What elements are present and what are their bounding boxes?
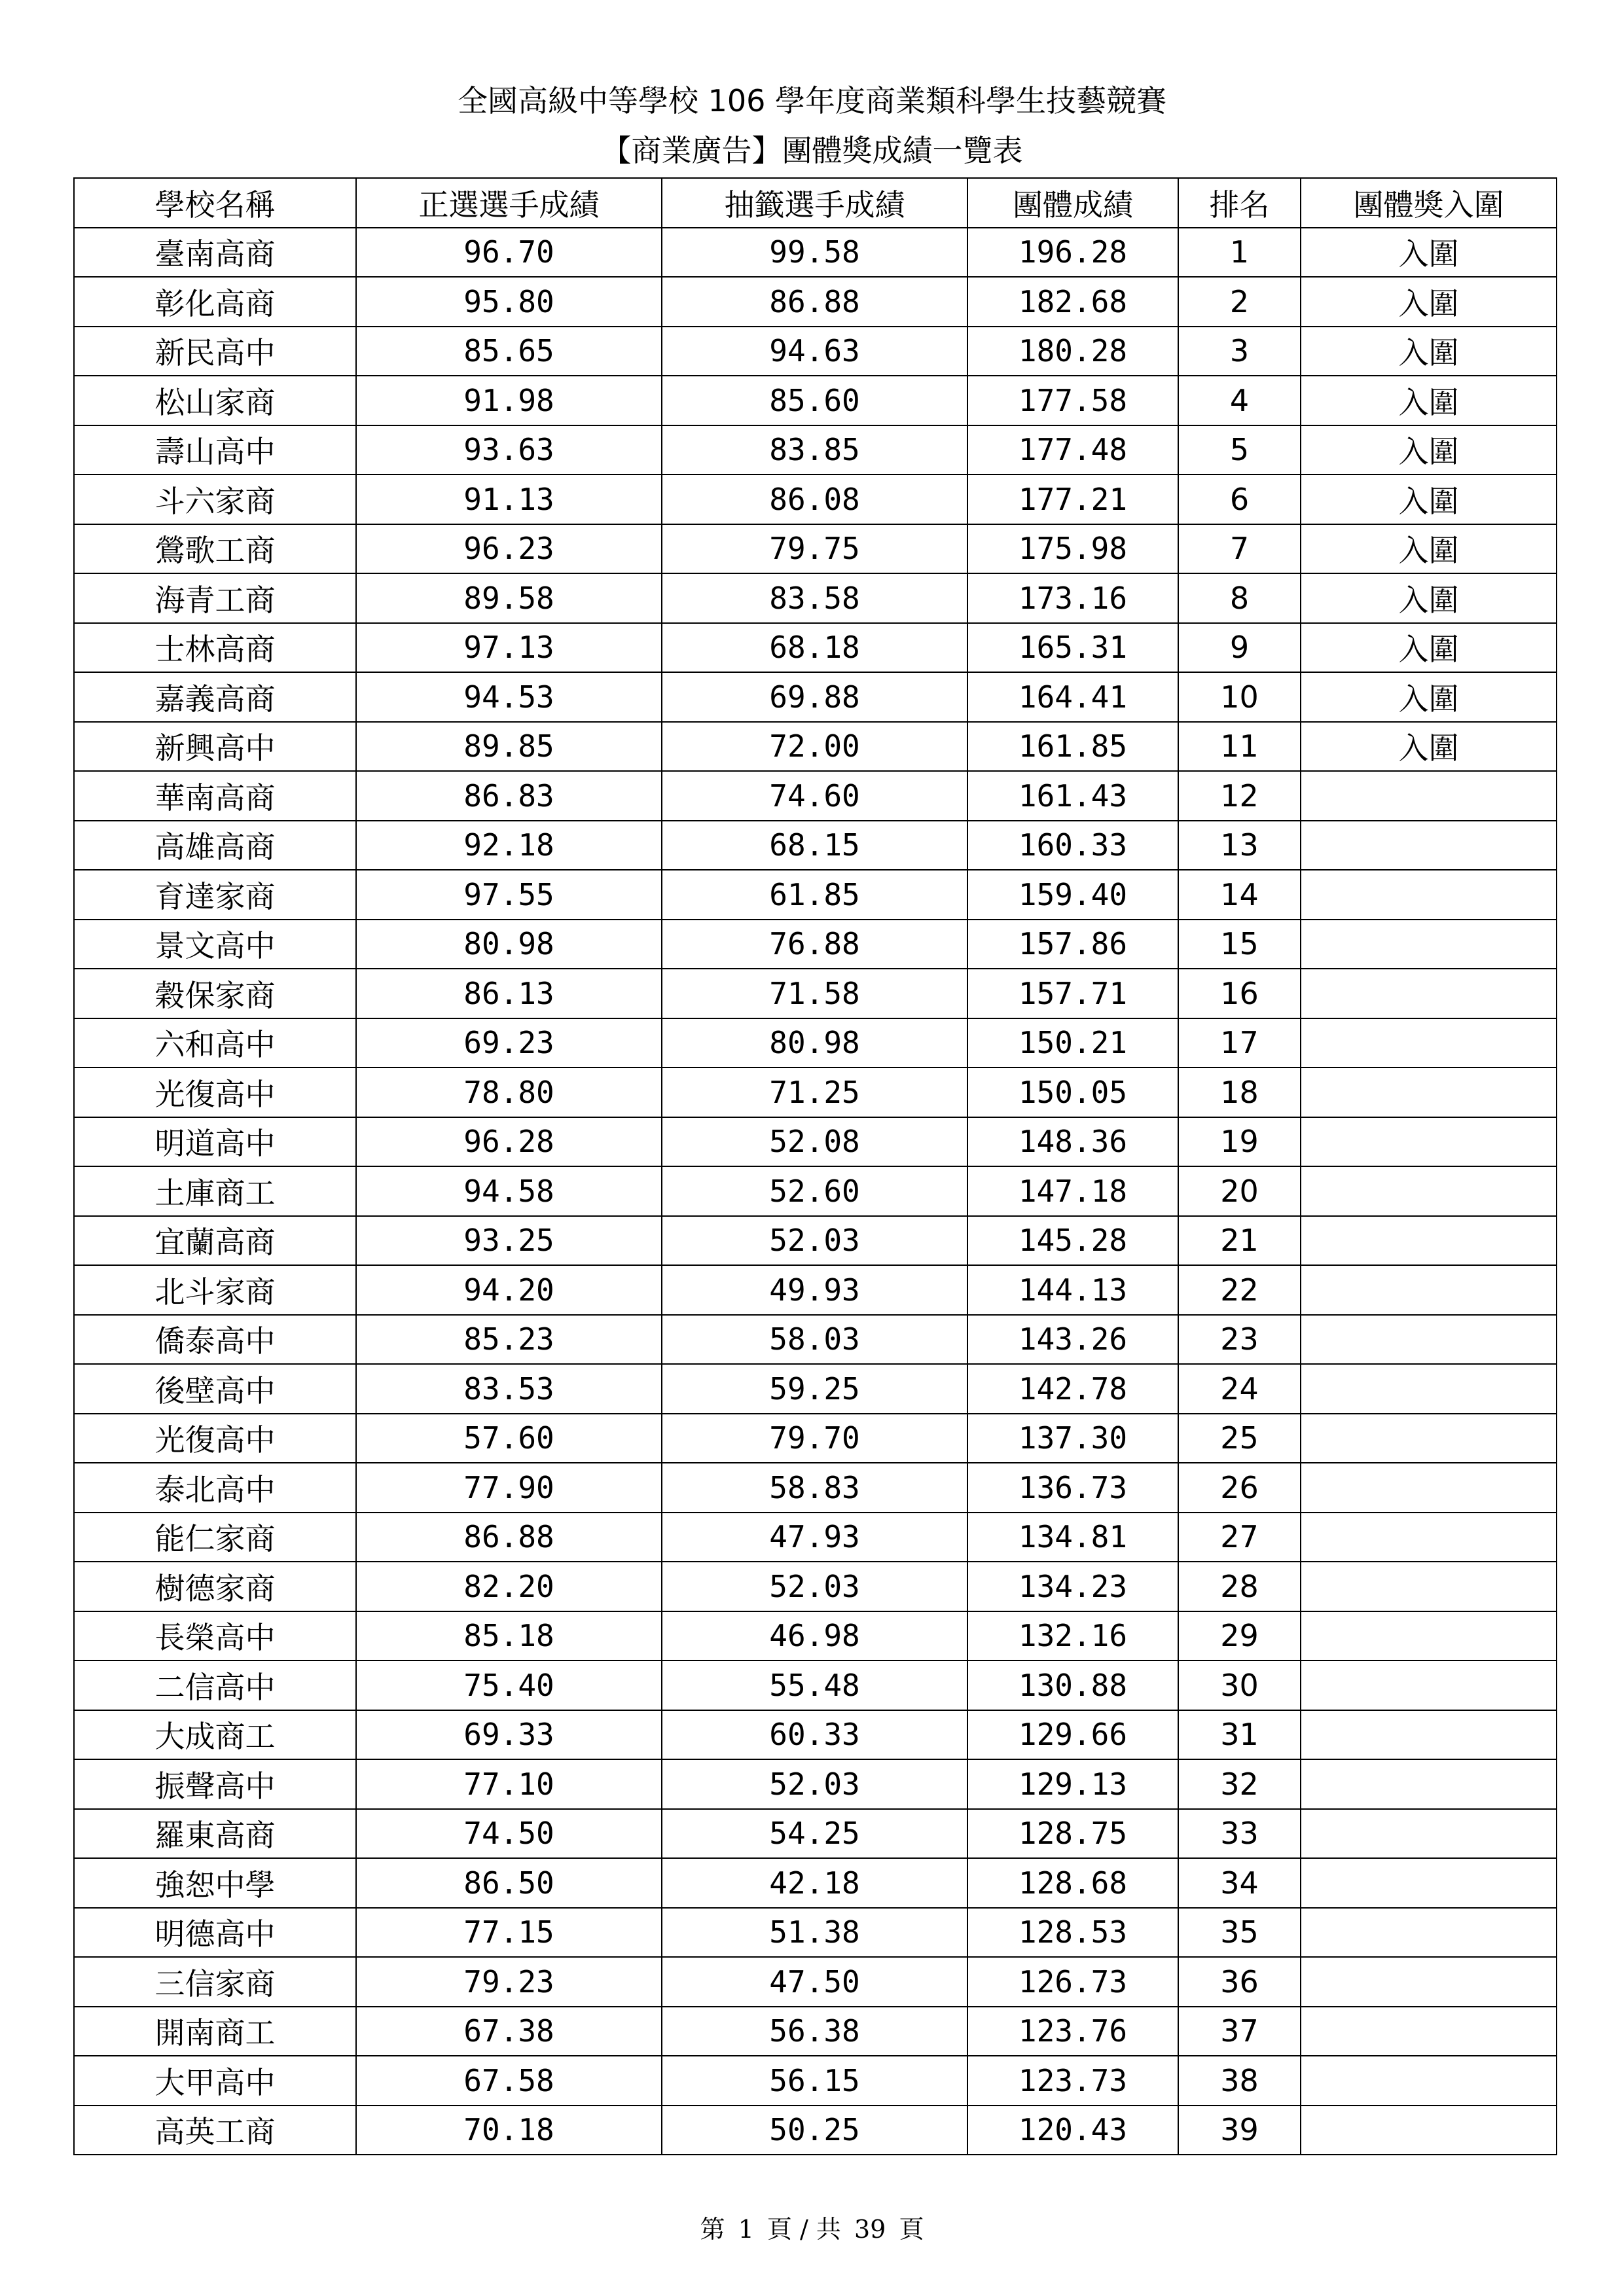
school-name-cell: 樹德家商 bbox=[74, 1562, 356, 1611]
main-player-score-cell: 86.83 bbox=[356, 771, 662, 821]
col-main-player-score: 正選選手成績 bbox=[356, 178, 662, 228]
main-player-score-cell: 79.23 bbox=[356, 1957, 662, 2007]
main-player-score-cell: 77.10 bbox=[356, 1759, 662, 1809]
table-row bbox=[74, 1166, 1557, 1216]
rank-cell: 15 bbox=[1178, 920, 1301, 969]
drawn-player-score-cell: 76.88 bbox=[662, 920, 967, 969]
table-row bbox=[74, 1957, 1557, 2007]
table-row bbox=[74, 1364, 1557, 1414]
school-name-cell: 華南高商 bbox=[74, 771, 356, 821]
team-score-cell: 177.58 bbox=[967, 376, 1178, 425]
rank-cell: 17 bbox=[1178, 1018, 1301, 1068]
shortlisted-cell bbox=[1301, 1364, 1557, 1414]
rank-cell: 26 bbox=[1178, 1463, 1301, 1513]
team-score-cell: 150.05 bbox=[967, 1067, 1178, 1117]
drawn-player-score-cell: 52.03 bbox=[662, 1562, 967, 1611]
shortlisted-cell: 入圍 bbox=[1301, 722, 1557, 772]
main-player-score-cell: 92.18 bbox=[356, 821, 662, 870]
main-player-score-cell: 67.58 bbox=[356, 2056, 662, 2106]
main-player-score-cell: 67.38 bbox=[356, 2007, 662, 2056]
main-player-score-cell: 82.20 bbox=[356, 1562, 662, 1611]
drawn-player-score-cell: 71.25 bbox=[662, 1067, 967, 1117]
table-row bbox=[74, 1216, 1557, 1266]
drawn-player-score-cell: 68.15 bbox=[662, 821, 967, 870]
shortlisted-cell bbox=[1301, 1463, 1557, 1513]
table-row bbox=[74, 2106, 1557, 2155]
rank-cell: 8 bbox=[1178, 573, 1301, 623]
shortlisted-cell: 入圍 bbox=[1301, 573, 1557, 623]
rank-cell: 31 bbox=[1178, 1710, 1301, 1760]
table-row bbox=[74, 1463, 1557, 1513]
table-row bbox=[74, 376, 1557, 425]
rank-cell: 6 bbox=[1178, 475, 1301, 524]
rank-cell: 28 bbox=[1178, 1562, 1301, 1611]
drawn-player-score-cell: 74.60 bbox=[662, 771, 967, 821]
rank-cell: 9 bbox=[1178, 623, 1301, 673]
drawn-player-score-cell: 58.03 bbox=[662, 1315, 967, 1365]
school-name-cell: 新民高中 bbox=[74, 327, 356, 376]
shortlisted-cell bbox=[1301, 2056, 1557, 2106]
rank-cell: 27 bbox=[1178, 1513, 1301, 1562]
table-header-row bbox=[74, 178, 1557, 228]
main-player-score-cell: 78.80 bbox=[356, 1067, 662, 1117]
school-name-cell: 開南商工 bbox=[74, 2007, 356, 2056]
main-player-score-cell: 57.60 bbox=[356, 1414, 662, 1463]
shortlisted-cell bbox=[1301, 2007, 1557, 2056]
main-player-score-cell: 83.53 bbox=[356, 1364, 662, 1414]
shortlisted-cell bbox=[1301, 1117, 1557, 1167]
drawn-player-score-cell: 52.08 bbox=[662, 1117, 967, 1167]
main-player-score-cell: 89.58 bbox=[356, 573, 662, 623]
team-score-cell: 142.78 bbox=[967, 1364, 1178, 1414]
shortlisted-cell bbox=[1301, 1710, 1557, 1760]
drawn-player-score-cell: 47.93 bbox=[662, 1513, 967, 1562]
drawn-player-score-cell: 56.15 bbox=[662, 2056, 967, 2106]
school-name-cell: 土庫商工 bbox=[74, 1166, 356, 1216]
shortlisted-cell: 入圍 bbox=[1301, 228, 1557, 278]
drawn-player-score-cell: 56.38 bbox=[662, 2007, 967, 2056]
drawn-player-score-cell: 52.03 bbox=[662, 1216, 967, 1266]
rank-cell: 14 bbox=[1178, 870, 1301, 920]
team-score-cell: 157.86 bbox=[967, 920, 1178, 969]
rank-cell: 13 bbox=[1178, 821, 1301, 870]
rank-cell: 16 bbox=[1178, 969, 1301, 1018]
rank-cell: 22 bbox=[1178, 1265, 1301, 1315]
rank-cell: 19 bbox=[1178, 1117, 1301, 1167]
drawn-player-score-cell: 58.83 bbox=[662, 1463, 967, 1513]
shortlisted-cell bbox=[1301, 870, 1557, 920]
col-rank: 排名 bbox=[1178, 178, 1301, 228]
team-score-cell: 159.40 bbox=[967, 870, 1178, 920]
school-name-cell: 強恕中學 bbox=[74, 1858, 356, 1908]
table-row bbox=[74, 327, 1557, 376]
school-name-cell: 大甲高中 bbox=[74, 2056, 356, 2106]
rank-cell: 7 bbox=[1178, 524, 1301, 574]
drawn-player-score-cell: 59.25 bbox=[662, 1364, 967, 1414]
table-row bbox=[74, 1660, 1557, 1710]
table-row bbox=[74, 1513, 1557, 1562]
col-school-name: 學校名稱 bbox=[74, 178, 356, 228]
school-name-cell: 景文高中 bbox=[74, 920, 356, 969]
main-player-score-cell: 69.23 bbox=[356, 1018, 662, 1068]
team-score-cell: 130.88 bbox=[967, 1660, 1178, 1710]
rank-cell: 25 bbox=[1178, 1414, 1301, 1463]
team-score-cell: 177.48 bbox=[967, 425, 1178, 475]
team-score-cell: 129.13 bbox=[967, 1759, 1178, 1809]
team-score-cell: 177.21 bbox=[967, 475, 1178, 524]
table-row bbox=[74, 228, 1557, 278]
rank-cell: 36 bbox=[1178, 1957, 1301, 2007]
main-player-score-cell: 95.80 bbox=[356, 277, 662, 327]
table-row bbox=[74, 722, 1557, 772]
team-score-cell: 180.28 bbox=[967, 327, 1178, 376]
main-player-score-cell: 85.23 bbox=[356, 1315, 662, 1365]
team-score-cell: 196.28 bbox=[967, 228, 1178, 278]
team-score-cell: 161.43 bbox=[967, 771, 1178, 821]
rank-cell: 32 bbox=[1178, 1759, 1301, 1809]
table-row bbox=[74, 1858, 1557, 1908]
team-score-cell: 160.33 bbox=[967, 821, 1178, 870]
team-score-cell: 157.71 bbox=[967, 969, 1178, 1018]
rank-cell: 5 bbox=[1178, 425, 1301, 475]
rank-cell: 2 bbox=[1178, 277, 1301, 327]
rank-cell: 34 bbox=[1178, 1858, 1301, 1908]
rank-cell: 30 bbox=[1178, 1660, 1301, 1710]
main-player-score-cell: 94.20 bbox=[356, 1265, 662, 1315]
team-score-cell: 182.68 bbox=[967, 277, 1178, 327]
school-name-cell: 高雄高商 bbox=[74, 821, 356, 870]
team-score-cell: 164.41 bbox=[967, 672, 1178, 722]
rank-cell: 1 bbox=[1178, 228, 1301, 278]
drawn-player-score-cell: 55.48 bbox=[662, 1660, 967, 1710]
rank-cell: 37 bbox=[1178, 2007, 1301, 2056]
main-player-score-cell: 85.18 bbox=[356, 1611, 662, 1661]
rank-cell: 24 bbox=[1178, 1364, 1301, 1414]
main-player-score-cell: 86.88 bbox=[356, 1513, 662, 1562]
shortlisted-cell bbox=[1301, 1809, 1557, 1859]
table-row bbox=[74, 475, 1557, 524]
drawn-player-score-cell: 69.88 bbox=[662, 672, 967, 722]
rank-cell: 10 bbox=[1178, 672, 1301, 722]
table-row bbox=[74, 920, 1557, 969]
team-score-cell: 173.16 bbox=[967, 573, 1178, 623]
main-player-score-cell: 93.25 bbox=[356, 1216, 662, 1266]
table-row bbox=[74, 672, 1557, 722]
drawn-player-score-cell: 60.33 bbox=[662, 1710, 967, 1760]
table-row bbox=[74, 623, 1557, 673]
rank-cell: 35 bbox=[1178, 1908, 1301, 1958]
drawn-player-score-cell: 42.18 bbox=[662, 1858, 967, 1908]
team-score-cell: 147.18 bbox=[967, 1166, 1178, 1216]
rank-cell: 29 bbox=[1178, 1611, 1301, 1661]
table-row bbox=[74, 2007, 1557, 2056]
team-score-cell: 145.28 bbox=[967, 1216, 1178, 1266]
table-row bbox=[74, 1315, 1557, 1365]
school-name-cell: 明德高中 bbox=[74, 1908, 356, 1958]
table-row bbox=[74, 1562, 1557, 1611]
drawn-player-score-cell: 51.38 bbox=[662, 1908, 967, 1958]
table-row bbox=[74, 425, 1557, 475]
drawn-player-score-cell: 94.63 bbox=[662, 327, 967, 376]
shortlisted-cell bbox=[1301, 1315, 1557, 1365]
school-name-cell: 泰北高中 bbox=[74, 1463, 356, 1513]
score-table bbox=[73, 177, 1557, 2155]
rank-cell: 21 bbox=[1178, 1216, 1301, 1266]
main-player-score-cell: 89.85 bbox=[356, 722, 662, 772]
table-row bbox=[74, 524, 1557, 574]
school-name-cell: 育達家商 bbox=[74, 870, 356, 920]
table-row bbox=[74, 573, 1557, 623]
school-name-cell: 北斗家商 bbox=[74, 1265, 356, 1315]
rank-cell: 39 bbox=[1178, 2106, 1301, 2155]
main-player-score-cell: 77.15 bbox=[356, 1908, 662, 1958]
table-row bbox=[74, 1759, 1557, 1809]
main-player-score-cell: 77.90 bbox=[356, 1463, 662, 1513]
school-name-cell: 彰化高商 bbox=[74, 277, 356, 327]
team-score-cell: 128.68 bbox=[967, 1858, 1178, 1908]
rank-cell: 3 bbox=[1178, 327, 1301, 376]
shortlisted-cell bbox=[1301, 2106, 1557, 2155]
team-score-cell: 120.43 bbox=[967, 2106, 1178, 2155]
table-row bbox=[74, 1117, 1557, 1167]
main-player-score-cell: 85.65 bbox=[356, 327, 662, 376]
team-score-cell: 148.36 bbox=[967, 1117, 1178, 1167]
rank-cell: 4 bbox=[1178, 376, 1301, 425]
table-row bbox=[74, 771, 1557, 821]
shortlisted-cell bbox=[1301, 1166, 1557, 1216]
main-player-score-cell: 94.53 bbox=[356, 672, 662, 722]
main-player-score-cell: 86.13 bbox=[356, 969, 662, 1018]
main-player-score-cell: 94.58 bbox=[356, 1166, 662, 1216]
school-name-cell: 後壁高中 bbox=[74, 1364, 356, 1414]
table-row bbox=[74, 1067, 1557, 1117]
main-player-score-cell: 70.18 bbox=[356, 2106, 662, 2155]
shortlisted-cell: 入圍 bbox=[1301, 425, 1557, 475]
school-name-cell: 僑泰高中 bbox=[74, 1315, 356, 1365]
drawn-player-score-cell: 86.08 bbox=[662, 475, 967, 524]
main-player-score-cell: 93.63 bbox=[356, 425, 662, 475]
shortlisted-cell bbox=[1301, 1562, 1557, 1611]
main-player-score-cell: 96.23 bbox=[356, 524, 662, 574]
team-score-cell: 161.85 bbox=[967, 722, 1178, 772]
drawn-player-score-cell: 50.25 bbox=[662, 2106, 967, 2155]
shortlisted-cell bbox=[1301, 1414, 1557, 1463]
team-score-cell: 132.16 bbox=[967, 1611, 1178, 1661]
shortlisted-cell: 入圍 bbox=[1301, 327, 1557, 376]
drawn-player-score-cell: 85.60 bbox=[662, 376, 967, 425]
table-row bbox=[74, 870, 1557, 920]
school-name-cell: 嘉義高商 bbox=[74, 672, 356, 722]
col-drawn-player-score: 抽籤選手成績 bbox=[662, 178, 967, 228]
drawn-player-score-cell: 52.60 bbox=[662, 1166, 967, 1216]
team-score-cell: 175.98 bbox=[967, 524, 1178, 574]
drawn-player-score-cell: 72.00 bbox=[662, 722, 967, 772]
rank-cell: 23 bbox=[1178, 1315, 1301, 1365]
shortlisted-cell: 入圍 bbox=[1301, 376, 1557, 425]
col-team-score: 團體成績 bbox=[967, 178, 1178, 228]
drawn-player-score-cell: 68.18 bbox=[662, 623, 967, 673]
rank-cell: 18 bbox=[1178, 1067, 1301, 1117]
rank-cell: 38 bbox=[1178, 2056, 1301, 2106]
rank-cell: 11 bbox=[1178, 722, 1301, 772]
team-score-cell: 129.66 bbox=[967, 1710, 1178, 1760]
document-subtitle: 【商業廣告】團體獎成績一覽表 bbox=[601, 133, 1023, 168]
table-row bbox=[74, 1809, 1557, 1859]
drawn-player-score-cell: 99.58 bbox=[662, 228, 967, 278]
table-row bbox=[74, 277, 1557, 327]
team-score-cell: 150.21 bbox=[967, 1018, 1178, 1068]
drawn-player-score-cell: 54.25 bbox=[662, 1809, 967, 1859]
shortlisted-cell bbox=[1301, 969, 1557, 1018]
footer-prefix: 第 bbox=[700, 2215, 725, 2244]
shortlisted-cell bbox=[1301, 1067, 1557, 1117]
table-row bbox=[74, 1018, 1557, 1068]
shortlisted-cell bbox=[1301, 1908, 1557, 1958]
shortlisted-cell bbox=[1301, 1759, 1557, 1809]
rank-cell: 20 bbox=[1178, 1166, 1301, 1216]
school-name-cell: 穀保家商 bbox=[74, 969, 356, 1018]
school-name-cell: 新興高中 bbox=[74, 722, 356, 772]
team-score-cell: 123.73 bbox=[967, 2056, 1178, 2106]
team-score-cell: 134.81 bbox=[967, 1513, 1178, 1562]
rank-cell: 12 bbox=[1178, 771, 1301, 821]
school-name-cell: 三信家商 bbox=[74, 1957, 356, 2007]
main-player-score-cell: 97.13 bbox=[356, 623, 662, 673]
col-shortlisted: 團體獎入圍 bbox=[1301, 178, 1557, 228]
shortlisted-cell: 入圍 bbox=[1301, 277, 1557, 327]
shortlisted-cell bbox=[1301, 1216, 1557, 1266]
team-score-cell: 144.13 bbox=[967, 1265, 1178, 1315]
rank-cell: 33 bbox=[1178, 1809, 1301, 1859]
drawn-player-score-cell: 79.70 bbox=[662, 1414, 967, 1463]
shortlisted-cell: 入圍 bbox=[1301, 672, 1557, 722]
team-score-cell: 128.53 bbox=[967, 1908, 1178, 1958]
footer-page-number: 1 bbox=[738, 2215, 754, 2244]
school-name-cell: 鶯歌工商 bbox=[74, 524, 356, 574]
main-player-score-cell: 97.55 bbox=[356, 870, 662, 920]
drawn-player-score-cell: 61.85 bbox=[662, 870, 967, 920]
shortlisted-cell: 入圍 bbox=[1301, 623, 1557, 673]
main-player-score-cell: 96.28 bbox=[356, 1117, 662, 1167]
main-player-score-cell: 69.33 bbox=[356, 1710, 662, 1760]
table-row bbox=[74, 821, 1557, 870]
school-name-cell: 羅東高商 bbox=[74, 1809, 356, 1859]
team-score-cell: 143.26 bbox=[967, 1315, 1178, 1365]
shortlisted-cell bbox=[1301, 1018, 1557, 1068]
drawn-player-score-cell: 46.98 bbox=[662, 1611, 967, 1661]
main-player-score-cell: 91.13 bbox=[356, 475, 662, 524]
drawn-player-score-cell: 52.03 bbox=[662, 1759, 967, 1809]
school-name-cell: 高英工商 bbox=[74, 2106, 356, 2155]
shortlisted-cell bbox=[1301, 771, 1557, 821]
drawn-player-score-cell: 49.93 bbox=[662, 1265, 967, 1315]
team-score-cell: 136.73 bbox=[967, 1463, 1178, 1513]
shortlisted-cell bbox=[1301, 1858, 1557, 1908]
team-score-cell: 165.31 bbox=[967, 623, 1178, 673]
drawn-player-score-cell: 79.75 bbox=[662, 524, 967, 574]
table-row bbox=[74, 1265, 1557, 1315]
school-name-cell: 光復高中 bbox=[74, 1067, 356, 1117]
school-name-cell: 光復高中 bbox=[74, 1414, 356, 1463]
shortlisted-cell bbox=[1301, 1611, 1557, 1661]
main-player-score-cell: 96.70 bbox=[356, 228, 662, 278]
school-name-cell: 宜蘭高商 bbox=[74, 1216, 356, 1266]
table-row bbox=[74, 1710, 1557, 1760]
school-name-cell: 斗六家商 bbox=[74, 475, 356, 524]
document-title: 全國高級中等學校 106 學年度商業類科學生技藝競賽 bbox=[457, 83, 1167, 118]
team-score-cell: 128.75 bbox=[967, 1809, 1178, 1859]
shortlisted-cell: 入圍 bbox=[1301, 524, 1557, 574]
school-name-cell: 二信高中 bbox=[74, 1660, 356, 1710]
school-name-cell: 六和高中 bbox=[74, 1018, 356, 1068]
school-name-cell: 振聲高中 bbox=[74, 1759, 356, 1809]
school-name-cell: 能仁家商 bbox=[74, 1513, 356, 1562]
team-score-cell: 137.30 bbox=[967, 1414, 1178, 1463]
footer-total-pages: 39 bbox=[854, 2215, 886, 2244]
school-name-cell: 臺南高商 bbox=[74, 228, 356, 278]
table-row bbox=[74, 2056, 1557, 2106]
main-player-score-cell: 86.50 bbox=[356, 1858, 662, 1908]
page-footer bbox=[0, 2209, 1624, 2245]
drawn-player-score-cell: 83.58 bbox=[662, 573, 967, 623]
drawn-player-score-cell: 86.88 bbox=[662, 277, 967, 327]
shortlisted-cell bbox=[1301, 1660, 1557, 1710]
shortlisted-cell bbox=[1301, 1513, 1557, 1562]
shortlisted-cell: 入圍 bbox=[1301, 475, 1557, 524]
table-row bbox=[74, 1611, 1557, 1661]
team-score-cell: 134.23 bbox=[967, 1562, 1178, 1611]
team-score-cell: 123.76 bbox=[967, 2007, 1178, 2056]
shortlisted-cell bbox=[1301, 821, 1557, 870]
school-name-cell: 壽山高中 bbox=[74, 425, 356, 475]
school-name-cell: 士林高商 bbox=[74, 623, 356, 673]
main-player-score-cell: 80.98 bbox=[356, 920, 662, 969]
drawn-player-score-cell: 83.85 bbox=[662, 425, 967, 475]
team-score-cell: 126.73 bbox=[967, 1957, 1178, 2007]
school-name-cell: 海青工商 bbox=[74, 573, 356, 623]
main-player-score-cell: 91.98 bbox=[356, 376, 662, 425]
school-name-cell: 大成商工 bbox=[74, 1710, 356, 1760]
footer-mid: 頁 / 共 bbox=[767, 2215, 841, 2244]
school-name-cell: 明道高中 bbox=[74, 1117, 356, 1167]
table-row bbox=[74, 1908, 1557, 1958]
footer-suffix: 頁 bbox=[899, 2215, 924, 2244]
table-row bbox=[74, 969, 1557, 1018]
drawn-player-score-cell: 47.50 bbox=[662, 1957, 967, 2007]
main-player-score-cell: 75.40 bbox=[356, 1660, 662, 1710]
school-name-cell: 松山家商 bbox=[74, 376, 356, 425]
drawn-player-score-cell: 80.98 bbox=[662, 1018, 967, 1068]
drawn-player-score-cell: 71.58 bbox=[662, 969, 967, 1018]
shortlisted-cell bbox=[1301, 1265, 1557, 1315]
main-player-score-cell: 74.50 bbox=[356, 1809, 662, 1859]
shortlisted-cell bbox=[1301, 920, 1557, 969]
school-name-cell: 長榮高中 bbox=[74, 1611, 356, 1661]
shortlisted-cell bbox=[1301, 1957, 1557, 2007]
table-row bbox=[74, 1414, 1557, 1463]
